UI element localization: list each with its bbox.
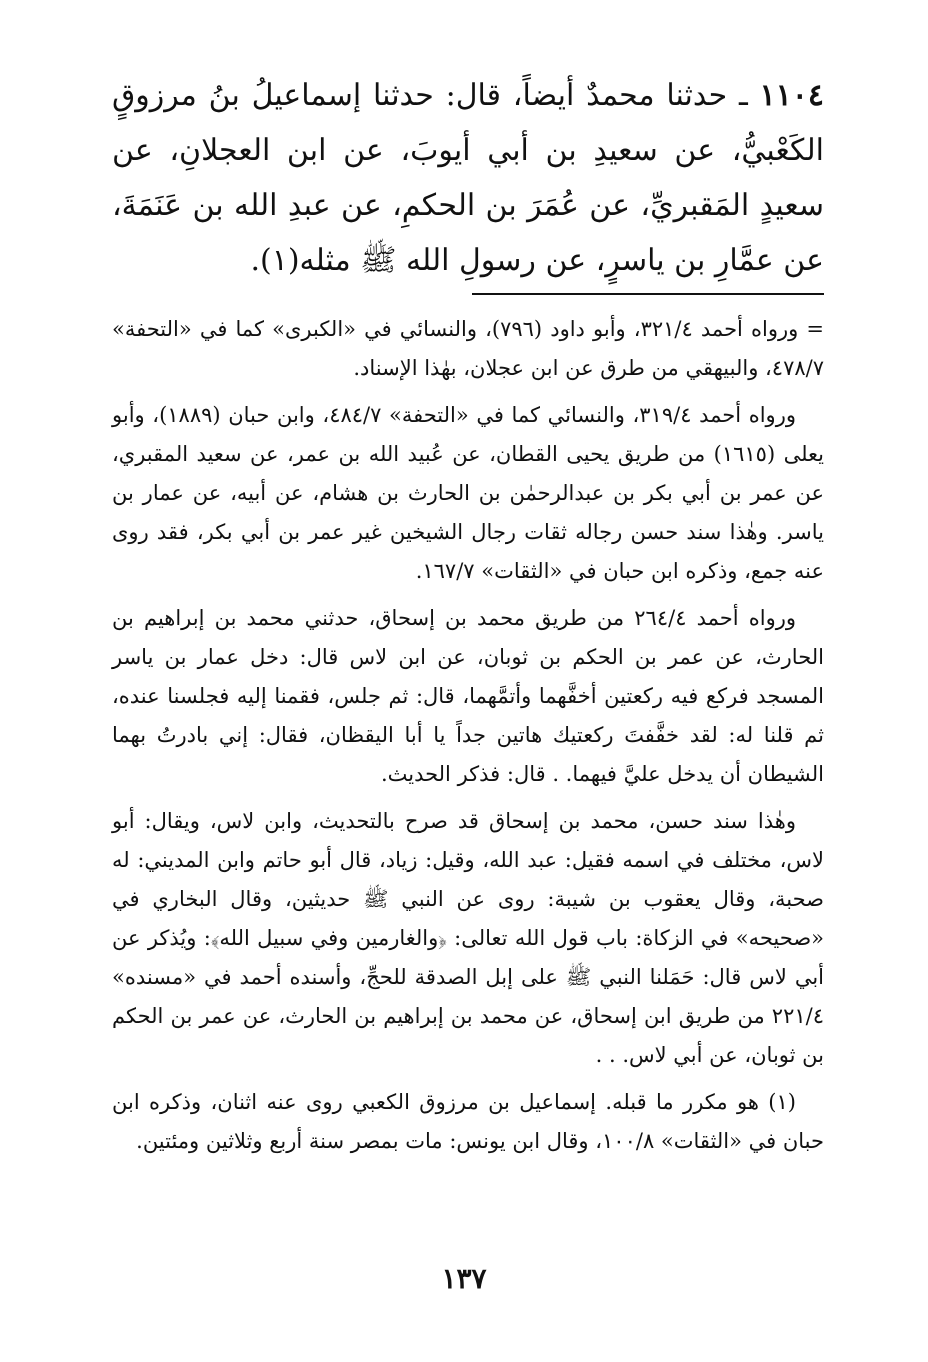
note-paragraph-ahmad-319: ورواه أحمد ٣١٩/٤، والنسائي كما في «التحفة» ٤٨٤/٧، وابن حبان (١٨٨٩)، وأبو يعلى (١٦١٥) من طريق يحيى القطان، عن عُبيد الله بن عمر، عن سعيد المقبري، عن عمر بن أبي بكر بن عبدالرحمٰن بن الحارث بن هشام، عن أبيه، عن عمار بن ياسر. وهٰذا سند حسن رجاله ثقات رجال الشيخين غير عمر بن أبي بكر، فقد روى عنه جمع، وذكره ابن حبان في «الثقات» ١٦٧/٧.	[112, 403, 824, 583]
footnote-divider	[472, 293, 824, 295]
note-paragraph-continuation: = ورواه أحمد ٣٢١/٤، وأبو داود (٧٩٦)، والنسائي في «الكبرى» كما في «التحفة» ٤٧٨/٧، والبيهقي من طرق عن ابن عجلان، بهٰذا الإسناد.	[112, 317, 824, 380]
hadith-number: ١١٠٤	[759, 78, 824, 113]
note-paragraph-isnad-assessment: وهٰذا سند حسن، محمد بن إسحاق قد صرح بالتحديث، وابن لاس، ويقال: أبو لاس، مختلف في اسمه فقيل: عبد الله، وقيل: زياد، قال أبو حاتم وابن المديني: له صحبة، وقال يعقوب بن شيبة: روى عن النبي ﷺ حديثين، وقال البخاري في «صحيحه» في الزكاة: باب قول الله تعالى: ﴿والغارمين وفي سبيل الله﴾: ويُذكر عن أبي لاس قال: حَمَلنا النبي ﷺ على إبل الصدقة للحجِّ، وأسنده أحمد في «مسنده» ٢٢١/٤ من طريق ابن إسحاق، عن محمد بن إبراهيم بن الحارث، عن عمر بن الحكم بن ثوبان، عن أبي لاس. . .	[112, 809, 824, 1067]
footnote-1: (١) هو مكرر ما قبله. إسماعيل بن مرزوق الكعبي روى عنه اثنان، وذكره ابن حبان في «الثقات» ١٠٠/٨، وقال ابن يونس: مات بمصر سنة أربع وثلاثين ومئتين.	[112, 1090, 824, 1153]
hadith-text	[112, 68, 824, 288]
page-number: ١٣٧	[441, 1262, 487, 1295]
footnotes	[112, 310, 824, 1169]
note-paragraph-ahmad-264: ورواه أحمد ٢٦٤/٤ من طريق محمد بن إسحاق، حدثني محمد بن إبراهيم بن الحارث، عن عمر بن الحكم بن ثوبان، عن ابن لاس قال: دخل عمار بن ياسر المسجد فركع فيه ركعتين أخفَّهما وأتمَّهما، قال: ثم جلس، فقمنا إليه فجلسنا عنده، ثم قلنا له: لقد خفَّفتَ ركعتيك هاتين جداً يا أبا اليقظان، فقال: إني بادرتُ بهما الشيطان أن يدخل عليَّ فيهما. . قال: فذكر الحديث.	[112, 606, 824, 786]
hadith-body: ـ حدثنا محمدٌ أيضاً، قال: حدثنا إسماعيلُ بنُ مرزوقٍ الكَعْبيُّ، عن سعيدِ بن أبي أيوبَ، عن ابن العجلانِ، عن سعيدٍ المَقبريِّ، عن عُمَرَ بن الحكمِ، عن عبدِ الله بن عَنَمَةَ، عن عمَّارِ بن ياسرٍ، عن رسولِ الله ﷺ مثله(١).	[112, 78, 824, 278]
